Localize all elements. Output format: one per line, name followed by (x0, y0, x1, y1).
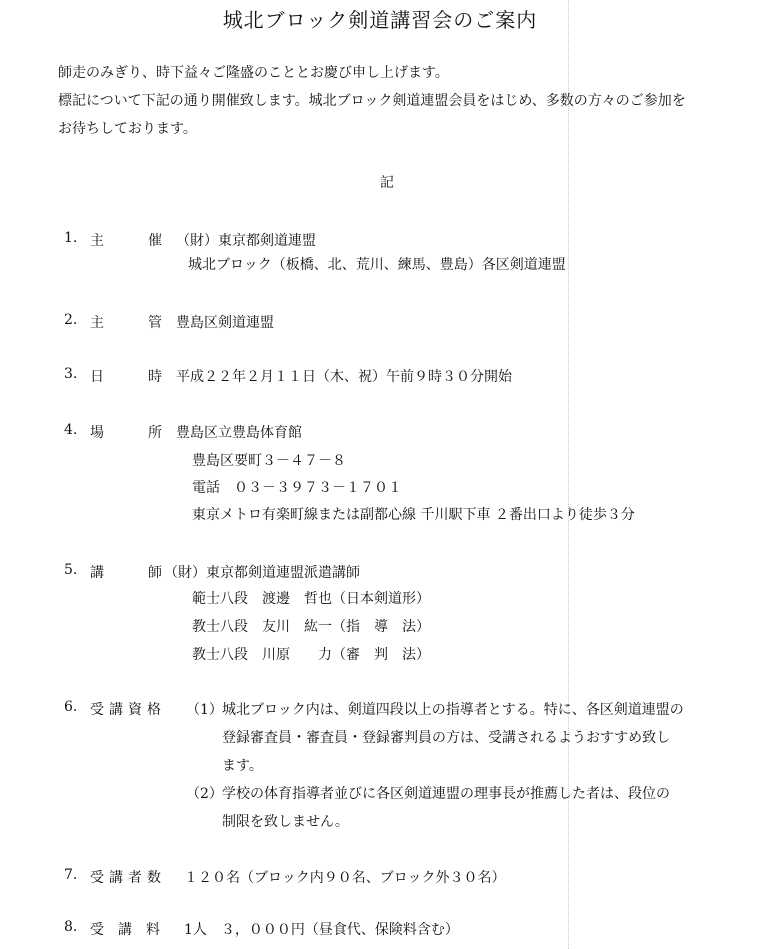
section-6-item-1-line-2: 登録審査員・審査員・登録審判員の方は、受講されるようおすすめ致し (222, 730, 671, 746)
section-7-label: 受講者数 (90, 870, 166, 886)
section-6-item-1-mark: （1） (186, 702, 223, 718)
section-7-value-1: １２０名（ブロック内９０名、ブロック外３０名） (184, 870, 506, 886)
section-7-number: 7. (64, 867, 78, 883)
section-4-value-3: 電話 ０３－３９７３－１７０１ (192, 480, 402, 496)
section-8-number: 8. (64, 919, 78, 935)
section-6-number: 6. (64, 699, 78, 715)
section-5-label-char-2: 師 (148, 565, 162, 581)
section-1-value-1: （財）東京都剣道連盟 (176, 233, 316, 249)
section-6-item-2-line-1: 学校の体育指導者並びに各区剣道連盟の理事長が推薦した者は、段位の (222, 786, 670, 802)
section-5-value-3: 教士八段 友川 紘一（指 導 法） (192, 619, 430, 635)
section-2-number: 2. (64, 312, 78, 328)
intro-line-2: 標記について下記の通り開催致します。城北ブロック剣道連盟会員をはじめ、多数の方々のご参加を (58, 93, 686, 109)
section-5-value-1: （財）東京都剣道連盟派遣講師 (164, 565, 360, 581)
section-1-number: 1. (64, 230, 78, 246)
section-6-item-2-mark: （2） (186, 786, 223, 802)
section-3-label-char-2: 時 (148, 369, 162, 385)
section-6-item-1-line-1: 城北ブロック内は、剣道四段以上の指導者とする。特に、各区剣道連盟の (222, 702, 684, 718)
section-2-label-char-1: 主 (90, 315, 104, 331)
section-4-label-char-1: 場 (90, 425, 104, 441)
section-4-value-4: 東京メトロ有楽町線または副都心線 千川駅下車 ２番出口より徒歩３分 (192, 507, 635, 523)
section-2-label-char-2: 管 (148, 315, 162, 331)
ki-heading: 記 (380, 175, 394, 191)
section-5-value-4: 教士八段 川原 力（審 判 法） (192, 647, 430, 663)
section-4-number: 4. (64, 422, 78, 438)
section-1-value-2: 城北ブロック（板橋、北、荒川、練馬、豊島）各区剣道連盟 (188, 257, 566, 273)
section-4-value-2: 豊島区要町３－４７－８ (192, 453, 346, 469)
section-3-value-1: 平成２２年２月１１日（木、祝）午前９時３０分開始 (176, 369, 512, 385)
scan-artifact-line (568, 0, 570, 949)
section-5-label-char-1: 講 (90, 565, 104, 581)
section-5-number: 5. (64, 562, 78, 578)
section-3-label-char-1: 日 (90, 369, 104, 385)
section-6-label: 受講資格 (90, 702, 166, 718)
section-2-value-1: 豊島区剣道連盟 (176, 315, 274, 331)
section-3-number: 3. (64, 366, 78, 382)
section-4-label-char-2: 所 (148, 425, 162, 441)
section-4-value-1: 豊島区立豊島体育館 (176, 425, 302, 441)
section-1-label-char-2: 催 (148, 233, 162, 249)
intro-line-1: 師走のみぎり、時下益々ご隆盛のこととお慶び申し上げます。 (58, 65, 449, 81)
section-5-value-2: 範士八段 渡邊 哲也（日本剣道形） (192, 591, 430, 607)
section-6-item-1-line-3: ます。 (222, 758, 263, 774)
section-6-item-2-line-2: 制限を致しません。 (222, 814, 349, 830)
document-title: 城北ブロック剣道講習会のご案内 (222, 8, 538, 32)
section-8-label: 受講料 (90, 922, 174, 938)
section-1-label-char-1: 主 (90, 233, 104, 249)
intro-line-3: お待ちしております。 (58, 121, 197, 137)
section-8-value-1: 1人 ３，０００円（昼食代、保険料含む） (184, 922, 459, 938)
